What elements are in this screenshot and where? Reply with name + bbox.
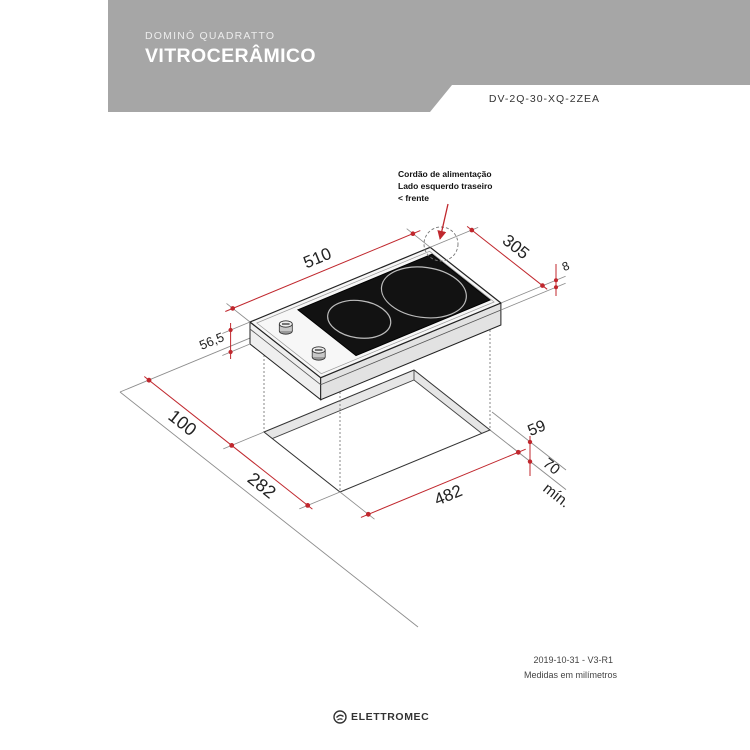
brand-name: ELETTROMEC [351, 711, 430, 723]
dimension-min-suffix-label: mín. [539, 479, 574, 512]
model-code: DV-2Q-30-XQ-2ZEA [488, 93, 600, 105]
extension-line [223, 432, 264, 449]
brand-logo [333, 709, 429, 725]
extension-line [222, 344, 250, 356]
control-knob [312, 347, 325, 360]
product-title: VITROCERÂMICO [145, 45, 316, 67]
dimension-dot [229, 350, 233, 354]
callout-line: Lado esquerdo traseiro [398, 181, 493, 191]
dimension-dot [147, 378, 152, 383]
product-line: DOMINÓ QUADRATTO [145, 30, 276, 42]
dimension-width-label: 305 [498, 230, 533, 264]
dimension-thickness-label: 8 [559, 258, 572, 274]
dimension-dot [528, 459, 532, 463]
dimension-dot [554, 285, 558, 289]
dimension-cutout-length-label: 482 [431, 481, 466, 510]
elettromec-logo-icon [333, 710, 347, 724]
dimension-min-clearance-label: 70 [539, 454, 564, 479]
wall-edge-line [120, 335, 259, 393]
dimension-dot [470, 228, 475, 233]
callout-line: < frente [398, 193, 429, 203]
dimension-dot [516, 450, 521, 455]
dimension-cutout-depth-label: 282 [243, 468, 280, 503]
dimension-front-offset-label: 59 [525, 417, 549, 441]
dimension-dot [528, 440, 532, 444]
dimension-dot [305, 503, 310, 508]
dimension-dot [411, 231, 416, 236]
dimension-dot [230, 306, 235, 311]
extension-line [222, 322, 250, 334]
revision-text: 2019-10-31 - V3-R1 [533, 655, 613, 665]
dimension-height-label: 56,5 [197, 329, 227, 353]
dimension-dot [540, 283, 545, 288]
dimension-dot [366, 512, 371, 517]
dimension-rear-clearance-label: 100 [164, 405, 201, 440]
dimension-dot [229, 328, 233, 332]
dimension-length-label: 510 [300, 243, 335, 273]
callout-line: Cordão de alimentação [398, 169, 492, 179]
units-note: Medidas em milímetros [523, 670, 617, 680]
extension-line [299, 492, 340, 509]
power-cord-arrow [440, 204, 448, 239]
control-knob [279, 321, 292, 334]
dimension-dot [554, 278, 558, 282]
dimension-dot [229, 443, 234, 448]
